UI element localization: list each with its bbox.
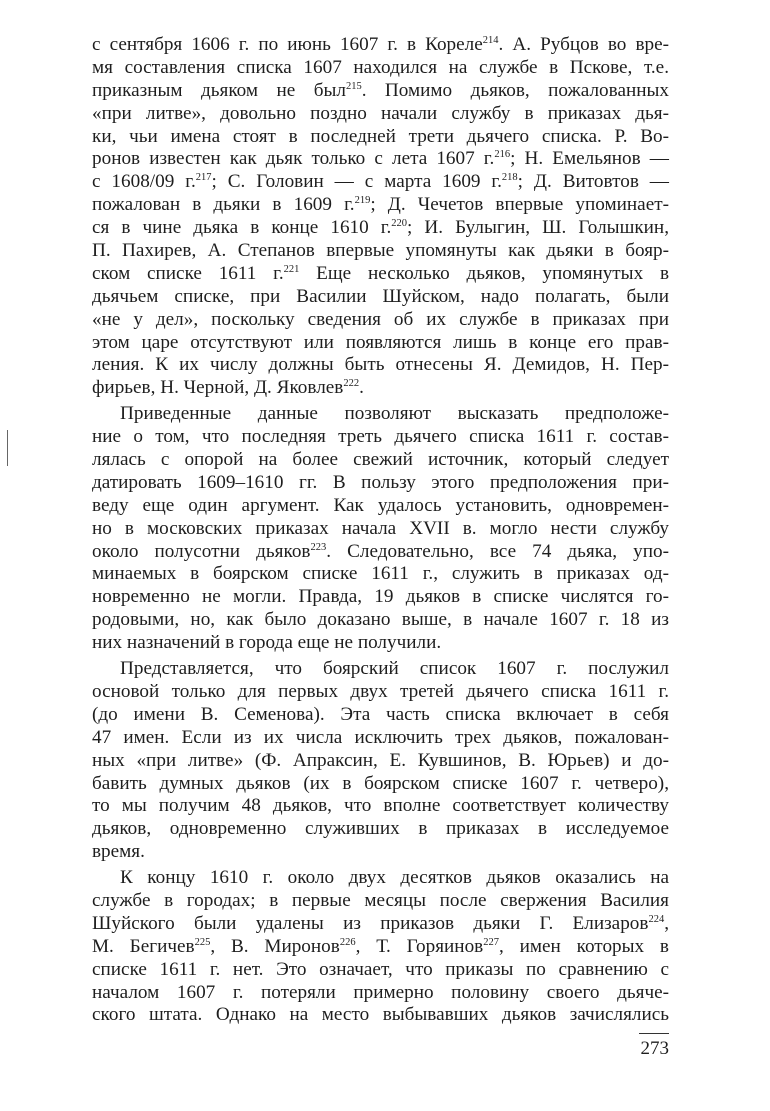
footnote-ref: 224 [648,913,665,925]
footnote-ref: 225 [194,936,211,948]
paragraph [92,658,669,864]
text-line [92,959,669,982]
text-segment: Представляется, что боярский список 1607 г. послужил [120,658,669,680]
text-segment: с 1608/09 г. [92,171,196,193]
text-segment: «при литве», довольно поздно начали службу в приказах дья- [92,102,669,124]
footnote-ref: 215 [345,80,362,92]
text-segment: К концу 1610 г. около двух десятков дьяков оказались на [120,867,669,889]
page-number-rule [639,1033,669,1034]
paragraph [92,34,669,400]
footnote-ref: 221 [283,263,300,275]
text-segment: новременно не могли. Правда, 19 дьяков в списке числятся го- [92,586,669,608]
text-segment: то мы получим 48 дьяков, что вполне соответствует количеству [92,795,669,817]
text-line [92,681,669,704]
text-line [92,818,669,841]
text-segment: пожалован в дьяки в 1609 г. [92,194,355,216]
text-line [92,354,669,377]
text-segment: . А. Рубцов во вре- [498,34,670,55]
text-segment: . Следовательно, все 74 дьяка, упо- [326,540,669,562]
text-segment: , имен которых в [498,935,669,957]
text-segment: ронов известен как дьяк только с лета 1607 г. [92,148,495,170]
footnote-ref: 227 [483,936,499,948]
text-line [92,913,669,936]
text-line [92,936,669,959]
text-line [92,171,669,194]
footnote-ref: 222 [343,378,360,390]
paragraph [92,867,669,1027]
text-segment: «не у дел», поскольку сведения об их службе в приказах при [92,308,669,330]
text-segment: них назначений в города еще не получили. [92,632,442,654]
footnote-ref: 219 [354,195,371,207]
text-segment: родовыми, но, как было доказано выше, в начале 1607 г. 18 из [92,609,669,631]
body-text [92,34,669,1030]
text-line [92,263,669,286]
text-line [92,126,669,149]
text-line [92,426,669,449]
text-line [92,240,669,263]
text-segment: ; С. Головин — с марта 1609 г. [211,171,502,193]
text-line [92,332,669,355]
text-segment: основой только для первых двух третей дьячего списка 1611 г. [92,680,669,702]
text-line [92,795,669,818]
text-line [92,34,669,57]
margin-mark [7,430,8,466]
text-segment: но в московских приказах начала XVII в. могло нести службу [92,517,669,539]
text-segment: ки, чьи имена стоят в последней трети дьячего списка. Р. Во- [92,125,669,147]
text-segment: Еще несколько дьяков, упомянутых в [299,262,670,284]
text-segment: бавить думных дьяков (их в боярском списке 1607 г. четверо), [92,772,669,794]
text-segment: с сентября 1606 г. по июнь 1607 г. в Кореле [92,34,483,55]
text-segment: ; Н. Емельянов — [510,148,669,170]
text-line [92,518,669,541]
text-segment: ского штата. Однако на место выбывавших дьяков зачислялись [92,1004,669,1026]
text-segment: (до имени В. Семенова). Эта часть списка включает в себя [92,703,669,725]
text-line [92,449,669,472]
text-line [92,632,669,655]
text-line [92,57,669,80]
text-segment: около полусотни дьяков [92,540,311,562]
text-line [92,563,669,586]
text-line [92,841,669,864]
text-segment: дьяков, одновременно служивших в приказах в исследуемое [92,818,669,840]
text-segment: ; Д. Чечетов впервые упоминает- [370,194,669,216]
text-segment: фирьев, Н. Черной, Д. Яковлев [92,377,344,399]
text-line [92,286,669,309]
text-line [92,773,669,796]
text-segment: время. [92,841,145,863]
text-segment: Приведенные данные позволяют высказать предположе- [120,403,669,425]
text-segment: ние о том, что последняя треть дьячего списка 1611 г. состав- [92,426,669,448]
text-line [92,80,669,103]
text-segment: , [664,912,669,934]
text-line [92,586,669,609]
page-number: 273 [640,1038,669,1059]
text-line [92,704,669,727]
text-segment: минаемых в боярском списке 1611 г., служить в приказах од- [92,563,669,585]
text-segment: М. Бегичев [92,935,195,957]
text-segment: мя составления списка 1607 находился на службе в Пскове, т.е. [92,56,669,78]
text-line [92,541,669,564]
text-line [92,217,669,240]
text-line [92,495,669,518]
footnote-ref: 220 [391,218,408,230]
text-line [92,472,669,495]
text-line [92,194,669,217]
text-segment: 47 имен. Если из их числа исключить трех дьяков, пожалован- [92,726,669,748]
text-line [92,148,669,171]
text-segment: началом 1607 г. потеряли примерно половину своего дьяче- [92,981,669,1003]
text-line [92,1004,669,1027]
footnote-ref: 223 [310,541,327,553]
text-segment: лялась с опорой на более свежий источник, который следует [92,449,669,471]
text-segment: П. Пахирев, А. Степанов впервые упомянуты как дьяки в бояр- [92,240,669,262]
text-segment: ; Д. Витовтов — [517,171,669,193]
text-segment: этом царе отсутствуют или появляются лишь в конце его прав- [92,331,669,353]
text-segment: , В. Миронов [210,935,340,957]
text-line [92,403,669,426]
text-segment: . [359,377,364,399]
text-line [92,609,669,632]
text-segment: ления. К их числу должны быть отнесены Я. Демидов, Н. Пер- [92,354,669,376]
text-segment: ; И. Булыгин, Ш. Голышкин, [407,217,669,239]
footnote-ref: 217 [195,172,212,184]
text-line [92,890,669,913]
text-segment: службе в городах; в первые месяцы после свержения Василия [92,889,669,911]
text-segment: дьячьем списке, при Василии Шуйском, надо полагать, были [92,285,669,307]
footnote-ref: 218 [501,172,518,184]
text-segment: ных «при литве» (Ф. Апраксин, Е. Кувшинов, В. Юрьев) и до- [92,749,669,771]
footnote-ref: 214 [482,35,499,46]
paragraph [92,403,669,655]
text-line [92,103,669,126]
text-segment: , Т. Горяинов [355,935,484,957]
text-line [92,658,669,681]
text-segment: Шуйского были удалены из приказов дьяки Г. Елизаров [92,912,649,934]
text-line [92,867,669,890]
text-segment: веду еще один аргумент. Как удалось установить, одновремен- [92,494,669,516]
footnote-ref: 226 [339,936,356,948]
text-line [92,377,669,400]
text-segment: датировать 1609–1610 гг. В пользу этого предположения при- [92,471,669,493]
text-line [92,750,669,773]
text-segment: . Помимо дьяков, пожалованных [361,79,669,101]
footnote-ref: 216 [494,149,511,161]
text-line [92,309,669,332]
text-line [92,982,669,1005]
text-segment: ся в чине дьяка в конце 1610 г. [92,217,392,239]
text-segment: ском списке 1611 г. [92,262,284,284]
text-segment: списке 1611 г. нет. Это означает, что приказы по сравнению с [92,958,669,980]
text-line [92,727,669,750]
text-segment: приказным дьяком не был [92,79,346,101]
